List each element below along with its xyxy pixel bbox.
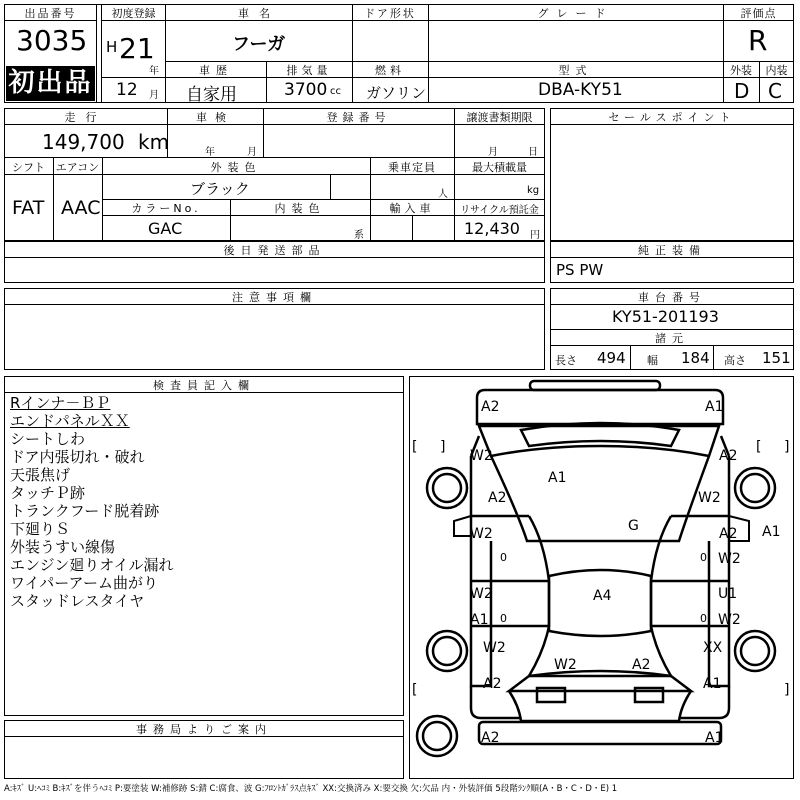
length: 494	[597, 349, 626, 367]
inspection-label: 車検	[196, 111, 234, 124]
bracket-mark: ]	[440, 439, 446, 455]
bracket-mark: [	[756, 439, 762, 455]
inspector-line: タッチＰ跡	[10, 484, 86, 502]
recycle-unit: 円	[530, 230, 540, 241]
int-color-unit: 系	[354, 230, 364, 241]
damage-code: A1	[705, 730, 724, 746]
model-label: 型式	[558, 64, 593, 77]
ac-label: エアコン	[55, 161, 100, 174]
damage-code: W2	[470, 586, 493, 602]
bracket-mark: ]	[784, 682, 790, 698]
load-label: 最大積載量	[472, 161, 527, 174]
interior-grade: C	[768, 79, 782, 103]
door-label: ドア形状	[364, 7, 416, 20]
load-unit: kg	[527, 185, 540, 196]
history-label: 車歴	[199, 64, 233, 77]
displacement-label: 排気量	[286, 64, 332, 77]
damage-code: A4	[593, 588, 612, 604]
sales-point-block	[550, 108, 794, 241]
color-no-label: カラーNo.	[131, 202, 201, 215]
handle-mark: 0	[700, 612, 707, 625]
caution-label: 注意事項欄	[232, 291, 317, 304]
import-label: 輸入車	[389, 202, 435, 215]
grade-label: グレード	[537, 7, 614, 20]
exterior-label: 外装	[730, 64, 752, 77]
inspection-month-unit: 月	[247, 147, 257, 158]
inspection-year-unit: 年	[205, 147, 215, 158]
first-listing-badge: 初出品	[6, 66, 95, 101]
transfer-label: 譲渡書類期限	[466, 111, 533, 124]
first-reg-label: 初度登録	[111, 7, 156, 20]
inspector-line: トランクフード脱着跡	[10, 502, 160, 520]
damage-code: A2	[719, 448, 738, 464]
inspector-line: Rインナ－ＢＰ	[10, 394, 111, 412]
equipment-label: 純正装備	[638, 244, 706, 257]
inspector-label: 検査員記入欄	[153, 379, 255, 392]
reg-no-label: 登録番号	[326, 111, 391, 124]
damage-code: A1	[703, 676, 722, 692]
mileage-label: 走行	[64, 111, 107, 124]
mileage: 149,700	[42, 130, 125, 154]
era: H	[106, 38, 118, 56]
damage-code: U1	[718, 586, 738, 602]
ext-color: ブラック	[190, 180, 250, 198]
car-diagram	[409, 376, 794, 779]
damage-code: A2	[488, 490, 507, 506]
shift: FAT	[12, 197, 45, 219]
transfer-month-unit: 月	[488, 147, 498, 158]
car-name-label: 車名	[238, 7, 280, 20]
score: R	[748, 24, 768, 57]
capacity-unit: 人	[438, 189, 448, 200]
fuel-label: 燃料	[375, 64, 405, 77]
fuel: ガソリン	[366, 84, 427, 102]
displacement-unit: cc	[330, 86, 341, 97]
inspector-line: 外装うすい線傷	[10, 538, 116, 556]
damage-code: A1	[705, 399, 724, 415]
damage-code: W2	[470, 448, 493, 464]
height-label: 高さ	[724, 354, 746, 367]
office-label: 事務局よりご案内	[136, 723, 272, 736]
inspector-notes	[10, 394, 174, 610]
chassis-number: KY51-201193	[612, 307, 719, 326]
damage-code: G	[628, 518, 639, 534]
bracket-mark: ]	[784, 439, 790, 455]
width: 184	[681, 349, 710, 367]
damage-code: W2	[483, 640, 506, 656]
ac: AAC	[61, 197, 101, 219]
bracket-mark: [	[412, 439, 418, 455]
month-unit: 月	[149, 90, 159, 101]
inspector-line: 天張焦げ	[10, 466, 71, 484]
damage-code: A1	[470, 612, 489, 628]
damage-code: A2	[483, 676, 502, 692]
inspector-line: 下廻りＳ	[10, 520, 71, 538]
exterior-grade: D	[734, 79, 750, 103]
inspector-line: シートしわ	[10, 430, 86, 448]
length-label: 長さ	[555, 354, 577, 367]
inspector-line: エンジン廻りオイル漏れ	[10, 556, 174, 574]
ext-color-label: 外装色	[210, 161, 262, 174]
dims-label: 諸元	[655, 332, 689, 345]
damage-code: A2	[481, 730, 500, 746]
inspector-line: ドア内張切れ・破れ	[10, 448, 145, 466]
damage-code: A2	[719, 526, 738, 542]
sales-point-label: セールスポイント	[608, 111, 736, 124]
lot-number: 3035	[16, 24, 88, 57]
bracket-mark: [	[412, 682, 418, 698]
capacity-label: 乗車定員	[388, 161, 436, 174]
transfer-day-unit: 日	[528, 147, 538, 158]
recycle-amount: 12,430	[464, 219, 520, 238]
equipment: PS PW	[556, 261, 604, 279]
inspector-line: スタッドレスタイヤ	[10, 592, 145, 610]
later-parts-label: 後日発送部品	[223, 244, 326, 257]
damage-code: W2	[718, 551, 741, 567]
handle-mark: 0	[500, 612, 507, 625]
handle-mark: 0	[700, 551, 707, 564]
damage-code: W2	[718, 612, 741, 628]
mileage-unit: km	[138, 130, 170, 154]
handle-mark: 0	[500, 551, 507, 564]
recycle-label: リサイクル預託金	[460, 205, 539, 216]
inspector-line: エンドパネルＸＸ	[10, 412, 130, 430]
car-name: フーガ	[232, 34, 286, 55]
displacement: 3700	[284, 80, 328, 100]
damage-code: A2	[481, 399, 500, 415]
damage-code: W2	[470, 526, 493, 542]
damage-code: XX	[703, 640, 723, 656]
month: 12	[116, 80, 138, 100]
damage-code: A1	[548, 470, 567, 486]
year: 21	[119, 32, 155, 65]
damage-code: A2	[632, 657, 651, 673]
height: 151	[762, 349, 791, 367]
inspector-line: ワイパーアーム曲がり	[10, 574, 159, 592]
damage-code: W2	[554, 657, 577, 673]
year-unit: 年	[149, 66, 159, 77]
lot-label: 出品番号	[24, 7, 77, 20]
int-color-label: 内装色	[274, 202, 326, 215]
model: DBA-KY51	[538, 80, 623, 100]
damage-code: W2	[698, 490, 721, 506]
width-label: 幅	[647, 354, 658, 367]
chassis-label: 車台番号	[638, 291, 706, 304]
legend: A:ｷｽﾞ U:ﾍｺﾐ B:ｷｽﾞを伴うﾍｺﾐ P:要塗装 W:補修跡 S:錆 C:腐食、波 G:ﾌﾛﾝﾄｶﾞﾗｽ点ｷｽﾞ XX:交換済み X:要交換 欠:欠品 内・外装評価 5段階ﾗﾝｸ順(A・B・C・D・E) 1	[4, 784, 618, 794]
shift-label: シフト	[12, 161, 45, 174]
history: 自家用	[186, 85, 237, 105]
interior-label: 内装	[765, 64, 788, 77]
damage-code: A1	[762, 524, 781, 540]
score-label: 評価点	[740, 7, 777, 20]
color-no: GAC	[148, 219, 183, 238]
